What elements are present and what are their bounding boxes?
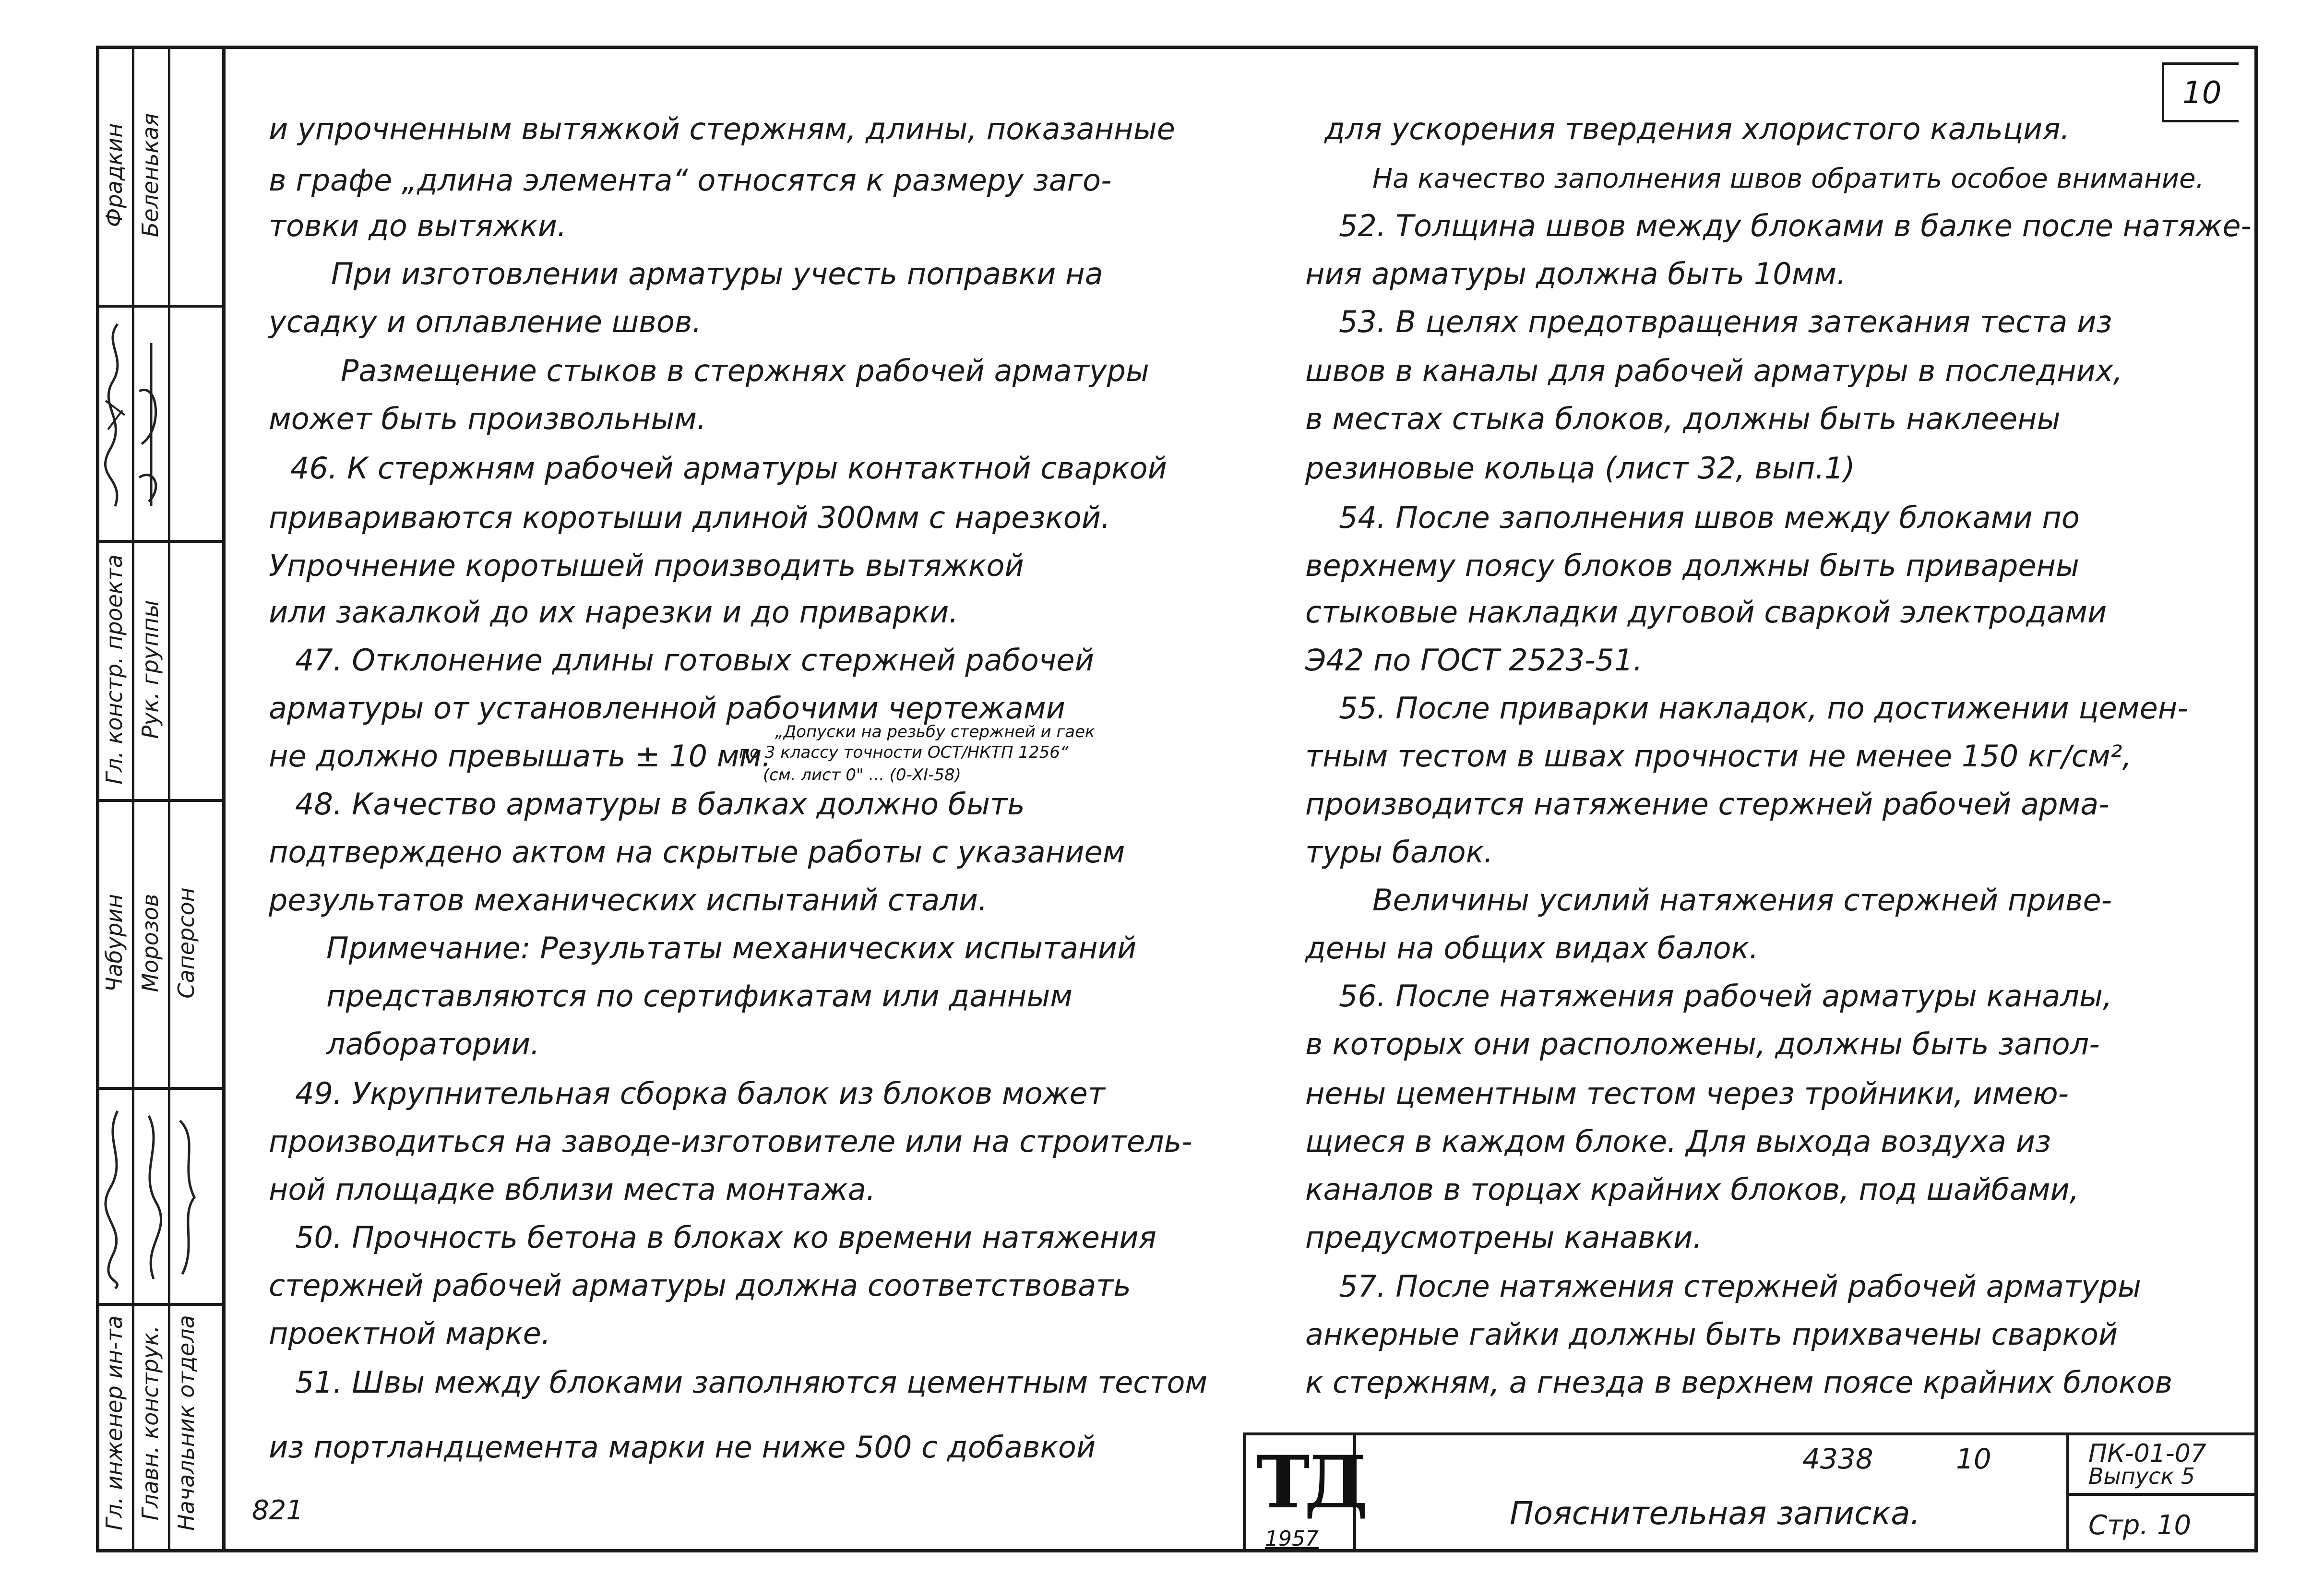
- left-line: 46. К стержням рабочей арматуры контактной сваркой: [290, 451, 1167, 486]
- signature-sidebar: [96, 46, 226, 1552]
- right-line: резиновые кольца (лист 32, вып.1): [1305, 451, 1855, 486]
- left-line: При изготовлении арматуры учесть поправки на: [331, 256, 1103, 291]
- left-line: усадку и оплавление швов.: [269, 304, 702, 339]
- left-line: привариваются коротыши длиной 300мм с нарезкой.: [269, 500, 1110, 535]
- left-line: и упрочненным вытяжкой стержням, длины, показанные: [269, 111, 1175, 146]
- series-code: ПК-01-07: [2088, 1439, 2206, 1468]
- right-line: стыковые накладки дуговой сваркой электродами: [1305, 595, 2107, 630]
- role-group-leader: Рук. группы: [137, 600, 163, 739]
- right-line: предусмотрены канавки.: [1305, 1220, 1703, 1255]
- left-line: 49. Укрупнительная сборка балок из блоков может: [295, 1076, 1105, 1111]
- role-main-designer: Главн. конструк.: [137, 1325, 163, 1521]
- left-line: лаборатории.: [326, 1026, 540, 1062]
- left-line: из портландцемента марки не ниже 500 с добавкой: [269, 1430, 1096, 1465]
- right-line: Э42 по ГОСТ 2523-51.: [1305, 643, 1643, 678]
- right-line: анкерные гайки должны быть прихвачены сваркой: [1305, 1317, 2118, 1352]
- sidebar-divider: [96, 1303, 222, 1306]
- sidebar-divider: [96, 1087, 222, 1090]
- drawing-number: 4338: [1802, 1443, 1873, 1475]
- sidebar-divider: [96, 799, 222, 802]
- left-line: или закалкой до их нарезки и до приварки.: [269, 595, 959, 630]
- left-line: 48. Качество арматуры в балках должно быть: [295, 787, 1025, 822]
- role-chief-engineer: Гл. инженер ин-та: [101, 1315, 127, 1530]
- signature-mark: [134, 334, 168, 516]
- left-line: не должно превышать ± 10 мм.: [269, 739, 771, 774]
- name-saperson: Саперсон: [173, 887, 199, 999]
- title-block-series-cell: [2066, 1435, 2258, 1552]
- left-line: 51. Швы между блоками заполняются цементным тестом: [295, 1365, 1208, 1400]
- left-line: Примечание: Результаты механических испытаний: [326, 931, 1137, 966]
- right-line: к стержням, а гнезда в верхнем поясе крайних блоков: [1305, 1365, 2173, 1400]
- left-line: представляются по сертификатам или данным: [326, 978, 1073, 1014]
- right-line: ния арматуры должна быть 10мм.: [1305, 256, 1846, 291]
- left-line: результатов механических испытаний стали.: [269, 883, 988, 918]
- role-department-head: Начальник отдела: [173, 1315, 199, 1531]
- right-line: швов в каналы для рабочей арматуры в последних,: [1305, 353, 2123, 388]
- left-line: 50. Прочность бетона в блоках ко времени натяжения: [295, 1220, 1156, 1255]
- right-line: каналов в торцах крайних блоков, под шайбами,: [1305, 1172, 2079, 1207]
- tolerance-note-line: по 3 классу точности ОСТ/НКТП 1256“: [739, 743, 1069, 762]
- left-line: может быть произвольным.: [269, 401, 706, 436]
- right-line: 57. После натяжения стержней рабочей арматуры: [1339, 1269, 2141, 1304]
- title-block-divider: [2069, 1493, 2258, 1496]
- issue-number: Выпуск 5: [2088, 1463, 2195, 1489]
- right-line: в местах стыка блоков, должны быть наклеены: [1305, 401, 2061, 436]
- left-line: производиться на заводе-изготовителе или на строитель-: [269, 1124, 1192, 1159]
- page-number: 10: [2182, 75, 2222, 111]
- left-line: подтверждено актом на скрытые работы с указанием: [269, 835, 1125, 870]
- name-morozov: Морозов: [137, 894, 163, 992]
- logo-year: 1957: [1265, 1527, 1319, 1551]
- right-line: 56. После натяжения рабочей арматуры каналы,: [1339, 978, 2112, 1014]
- tolerance-note-line: „Допуски на резьбу стержней и гаек: [775, 722, 1095, 741]
- left-line: Размещение стыков в стержнях рабочей арматуры: [341, 353, 1149, 388]
- document-title: Пояснительная записка.: [1510, 1495, 1920, 1532]
- left-line: ной площадке вблизи места монтажа.: [269, 1172, 876, 1207]
- sheet-code: 821: [252, 1495, 303, 1526]
- right-line: На качество заполнения швов обратить особое внимание.: [1372, 163, 2205, 194]
- left-line: арматуры от установленной рабочими чертежами: [269, 691, 1065, 726]
- signature-mark: [98, 314, 132, 516]
- left-line: проектной марке.: [269, 1316, 551, 1351]
- right-line: для ускорения твердения хлористого кальция.: [1324, 111, 2070, 146]
- page-number-box: [2162, 62, 2239, 122]
- right-line: щиеся в каждом блоке. Для выхода воздуха из: [1305, 1124, 2051, 1159]
- right-line: дены на общих видах балок.: [1305, 931, 1759, 966]
- right-line: 53. В целях предотвращения затекания теста из: [1339, 304, 2112, 339]
- sidebar-divider: [96, 305, 222, 308]
- right-line: 54. После заполнения швов между блоками по: [1339, 500, 2080, 535]
- right-line: тным тестом в швах прочности не менее 150 кг/см²,: [1305, 739, 2132, 774]
- sidebar-divider: [96, 540, 222, 543]
- title-block: [1243, 1432, 2258, 1552]
- right-line: туры балок.: [1305, 835, 1493, 870]
- name-chaburin: Чабурин: [101, 894, 127, 992]
- right-line: верхнему поясу блоков должны быть приварены: [1305, 548, 2079, 583]
- page-label: Стр. 10: [2088, 1510, 2192, 1541]
- name-fradkin: Фрадкин: [101, 123, 127, 227]
- right-line: 52. Толщина швов между блоками в балке после натяже-: [1339, 208, 2252, 243]
- right-line: 55. После приварки накладок, по достижении цемен-: [1339, 691, 2188, 726]
- signature-mark: [170, 1101, 204, 1293]
- left-line: Упрочнение коротышей производить вытяжкой: [269, 548, 1024, 583]
- right-line: нены цементным тестом через тройники, имею-: [1305, 1076, 2069, 1111]
- drawing-sheet-ref: 10: [1956, 1443, 1991, 1475]
- signature-mark: [134, 1101, 168, 1293]
- left-line: стержней рабочей арматуры должна соответствовать: [269, 1268, 1131, 1303]
- left-line: 47. Отклонение длины готовых стержней рабочей: [295, 643, 1094, 678]
- right-line: Величины усилий натяжения стержней приве-: [1372, 883, 2112, 918]
- tolerance-note-line: (см. лист 0" ... (0-XI-58): [763, 765, 961, 785]
- logo-mark: ТД: [1256, 1440, 1362, 1525]
- role-project-designer: Гл. констр. проекта: [101, 554, 127, 785]
- name-belenkaya: Беленькая: [137, 113, 163, 238]
- right-line: в которых они расположены, должны быть запол-: [1305, 1026, 2100, 1062]
- signature-mark: [98, 1101, 132, 1293]
- right-line: производится натяжение стержней рабочей арма-: [1305, 787, 2109, 822]
- institute-logo: [1246, 1435, 1362, 1552]
- left-line: в графе „длина элемента“ относятся к размеру заго-: [269, 163, 1112, 198]
- left-line: товки до вытяжки.: [269, 208, 567, 243]
